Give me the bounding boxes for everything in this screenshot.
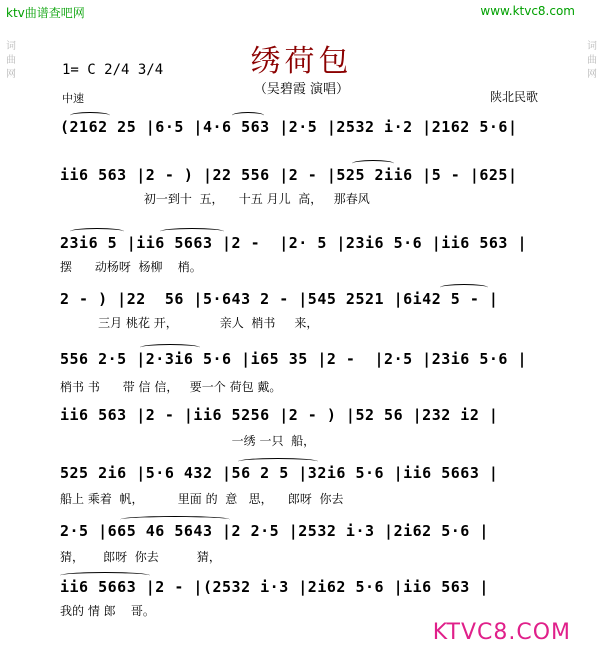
site-url-right[interactable]: www.ktvc8.com: [480, 4, 575, 18]
slur-arc: [440, 284, 488, 291]
key-signature: 1= C 2/4 3/4: [62, 62, 164, 78]
song-title: 绣荷包: [250, 44, 353, 79]
left-watermark: 词曲网: [6, 41, 16, 80]
score-line: 2·5 |665 46 5643 |2 2·5 |2532 i·3 |2i62 5·6 |: [60, 522, 489, 540]
site-name-left[interactable]: ktv曲谱查吧网: [6, 6, 85, 20]
slur-arc: [140, 344, 200, 351]
site-logo: KTVC8.COM: [432, 620, 571, 645]
score-line: (2162 25 |6·5 |4·6 563 |2·5 |2532 i·2 |2162 5·6|: [60, 118, 518, 136]
lyric-line: 船上 乘着 帆， 里面 的 意 思， 郎呀 你去: [60, 492, 344, 506]
lyric-line: 一绣 一只 船，: [60, 434, 316, 448]
lyric-line: 我的 情 郎 哥。: [60, 604, 155, 618]
score-line: 23i6 5 |ii6 5663 |2 - |2· 5 |23i6 5·6 |ii6 563 |: [60, 234, 528, 252]
right-watermark: 词曲网: [587, 41, 597, 80]
slur-arc: [70, 228, 124, 235]
score-line: ii6 563 |2 - ) |22 556 |2 - |525 2ii6 |5 - |625|: [60, 166, 518, 184]
lyric-line: 初一到十 五， 十五 月儿 高， 那春风: [60, 192, 370, 206]
lyric-line: 三月 桃花 开， 亲人 梢书 来，: [60, 316, 319, 330]
lyric-line: 摆 动杨呀 杨柳 梢。: [60, 260, 202, 274]
score-line: 525 2i6 |5·6 432 |56 2 5 |32i6 5·6 |ii6 5663 |: [60, 464, 499, 482]
slur-arc: [120, 516, 230, 523]
tempo-marking: 中速: [62, 92, 84, 105]
song-subtitle: （吴碧霞 演唱）: [253, 82, 350, 97]
score-line: ii6 563 |2 - |ii6 5256 |2 - ) |52 56 |232 i2 |: [60, 406, 499, 424]
lyric-line: 梢书 书 带 信 信， 要一个 荷包 戴。: [60, 380, 282, 394]
song-source: 陕北民歌: [490, 90, 539, 104]
slur-arc: [160, 228, 224, 235]
lyric-line: 猜， 郎呀 你去 猜，: [60, 550, 221, 564]
score-line: 2 - ) |22 56 |5·643 2 - |545 2521 |6i42 5 - |: [60, 290, 499, 308]
slur-arc: [352, 160, 394, 167]
slur-arc: [70, 112, 110, 119]
score-line: 556 2·5 |2·3i6 5·6 |i65 35 |2 - |2·5 |23i6 5·6 |: [60, 350, 528, 368]
slur-arc: [238, 458, 318, 465]
slur-arc: [232, 112, 264, 119]
score-line: ii6 5663 |2 - |(2532 i·3 |2i62 5·6 |ii6 563 |: [60, 578, 489, 596]
slur-arc: [60, 572, 150, 579]
